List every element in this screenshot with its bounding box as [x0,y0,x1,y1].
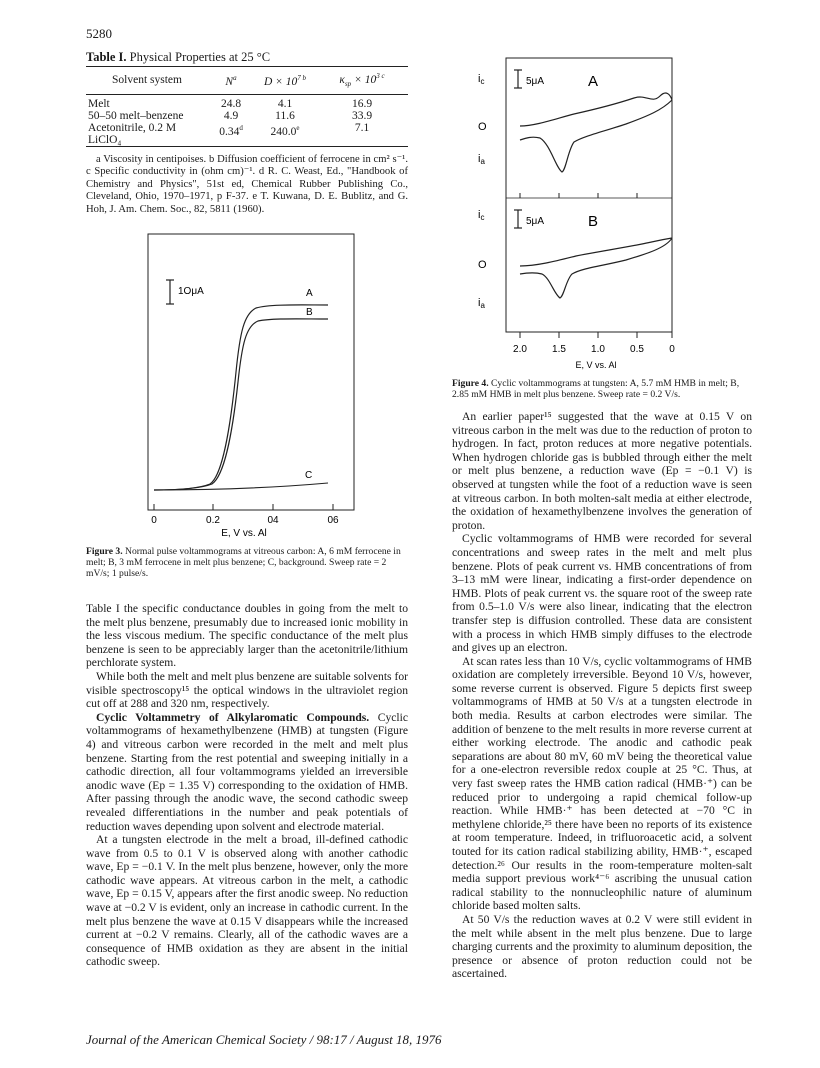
panel-divider-ticks [520,193,672,198]
figure-3-plot [140,232,362,540]
paragraph: An earlier paper¹⁵ suggested that the wave at 0.15 V on vitreous carbon in the melt was due to the reduction of proton to hydrogen. In fact, proton reduces at more negative potentials. When hydrogen chloride gas is bubbled through either the melt or melt plus benzene, a reduction wave (Ep = −0.1 V) is observed at tungsten while the foot of a reduction wave is seen at vitreous carbon. In both molten-salt media at either electrode, the oxidation of hexamethylbenzene involves the generation of proton. [452,410,752,532]
header-k: $\kappa_{sp} \times 10^{3 c}$ [339,72,385,89]
table-cell: 240.0e [270,123,300,138]
table-cell: 4.9 [223,109,239,122]
scale-label: 5μA [526,216,544,227]
table-label: Table I. [86,50,127,64]
figure-3-frame [148,234,354,510]
paragraph: Cyclic Voltammetry of Alkylaromatic Compounds. Cyclic voltammograms of hexamethylbenzene (HMB) at tungsten (Figure 4) and vitreous carbon were recorded in the melt and melt plus benzene. Starting from the rest potential and sweeping initially in a cathodic direction, all four voltammograms yielded an irreversible anodic wave (Ep = 1.35 V) corresponding to the oxidation of HMB. After passing through the anodic wave, the second cathodic sweep revealed differentiations in the number and peak potentials of reduction waves depending upon solvent and electrode material. [86,710,409,833]
panel-letter-b: B [588,213,599,230]
x-tick-label: 0.5 [630,344,644,355]
table-cell: 11.6 [275,109,295,122]
x-tick-label: 06 [327,515,339,526]
table-row [86,122,408,147]
panel-a-forward-sweep [520,93,672,126]
table-row [86,95,408,110]
zero-label: O [478,259,487,271]
paragraph: At scan rates less than 10 V/s, cyclic voltammograms of HMB oxidation are completely irreversible. Beyond 10 V/s, however, some reverse current is observed. Figure 5 depicts first sweep voltammograms of HMB at 50 V/s at a tungsten electrode in both media. Results at carbon electrodes were similar. The addition of benzene to the melt results in more reverse current at either working electrode. The anodic and cathodic peak separations are about 80 mV, 60 mV being the theoretical value for a one-electron reversible redox couple at 25 °C. Thus, at very fast sweep rates the HMB cation radical (HMB·⁺) can be reduced prior to undergoing a rapid chemical follow-up reaction. While HMB·⁺ has been detected at −70 °C in methylene chloride,²⁵ there have been no reports of its existence at room temperature. Indeed, in trifluoroacetic acid, a solvent touted for its cation radical stabilizing ability, HMB·⁺, escaped detection.²⁶ Our results in the room-temperature molten-salt media support previous work⁴⁻⁶ ascribing the unusual cation radical stability to the nonnucleophilic nature of aluminum chloride based molten salts. [452,654,752,913]
right-text-column [452,410,752,981]
paragraph: Cyclic voltammograms of HMB were recorded for several concentrations and sweep rates in the melt and melt plus benzene. Plots of peak current vs. HMB concentrations of from 3–13 mM were linear, indicating a first-order dependence on HMB. Plots of peak current vs. the square root of the sweep rate from 0.5–1.0 V/s were also linear, indicating that the electron transfer step is diffusion controlled. These data are consistent with a process in which HMB simply diffuses to the electrode and gives up an electron. [452,532,752,655]
figure-3-caption [86,546,408,579]
header-d: $D \times 10^{7 b}$ [263,74,307,88]
scale-bar [166,280,174,304]
zero-label: O [478,121,487,133]
curve-b [154,319,328,490]
ic-label: ic [478,209,485,222]
figure-4-plot [476,54,686,376]
table-caption: Physical Properties at 25 °C [129,50,271,64]
curve-a [154,305,328,490]
table-footnotes [86,154,408,216]
table-cell: 0.34$^d$ [219,123,243,138]
x-tick-label: 0 [151,515,157,526]
caption-label: Figure 3. [86,546,123,557]
paragraph: Table I the specific conductance doubles in going from the melt to the melt plus benzene, presumably due to increased ionic mobility in the less viscous medium. The specific conductance of the melt plus benzene is seen to be appreciably larger than the acetonitrile/lithium perchlorate system. [86,602,408,670]
x-tick-label: 1.5 [552,344,566,355]
figure-4-caption [452,378,752,400]
ic-label: ic [478,73,485,86]
x-tick-label: 2.0 [513,344,527,355]
table-title [86,50,270,65]
table-cell: Acetonitrile, 0.2 M LiClO₄ [88,121,177,146]
x-axis-ticks [520,332,672,338]
table-cell: 24.8 [220,97,242,110]
panel-letter-a: A [588,73,599,90]
x-tick-label: 0.2 [206,515,220,526]
caption-text: Cyclic voltammograms at tungsten: A, 5.7 mM HMB in melt; B, 2.85 mM HMB in melt plus benzene. Sweep rate = 0.2 V/s. [452,378,740,400]
scale-bar [514,70,522,88]
physical-properties-table [86,66,408,147]
table-cell: 7.1 [354,121,370,134]
caption-text: Normal pulse voltammograms at vitreous carbon: A, 6 mM ferrocene in melt; B, 3 mM ferrocene in melt plus benzene; C, background. Sweep rate = 2 mV/s; 1 pulse/s. [86,546,401,579]
panel-a-return-sweep [520,100,672,172]
x-axis-ticks [154,504,333,510]
page-number: 5280 [86,26,112,41]
scale-label: 1OμA [178,286,204,297]
header-solvent: Solvent system [112,74,182,87]
table-cell: 4.1 [277,97,293,110]
journal-footer: Journal of the American Chemical Society / 98:17 / August 18, 1976 [86,1032,442,1047]
table-row [86,110,408,122]
ia-label: ia [478,297,485,310]
paragraph: At 50 V/s the reduction waves at 0.2 V were still evident in the melt while absent in the melt plus benzene. Due to large charging currents and the proximity to aluminum deposition, the presence or absence of proton reduction could not be ascertained. [452,912,752,981]
scale-bar [514,210,522,228]
curve-label-c: C [305,470,313,481]
paragraph: At a tungsten electrode in the melt a broad, ill-defined cathodic wave from 0.5 to 0.1 V is observed along with another cathodic wave, Ep = −0.1 V. In the melt plus benzene, however, only the more cathodic wave appears. At vitreous carbon in the melt, a cathodic wave, Ep = 0.15 V, appears after the first anodic sweep. No reduction wave at −0.2 V is evident, only an increase in cathodic current. In the melt plus benzene the wave at 0.15 V disappears while the increased current at −0.2 V remains. Clearly, all of the cathodic waves are a consequence of HMB oxidation as they are absent in the initial cathodic sweep. [86,833,408,969]
x-axis-label: E, V vs. Al [221,528,267,539]
panel-b-return-sweep [520,238,672,298]
curve-label-b: B [306,307,313,318]
left-text-column [86,602,408,969]
curve-label-a: A [306,288,313,299]
caption-label: Figure 4. [452,378,489,389]
table-header-row [86,67,408,95]
table-cell: 50–50 melt–benzene [88,109,184,122]
x-axis-label: E, V vs. Al [575,360,617,370]
x-tick-label: 04 [267,515,279,526]
figure-4-frame [506,58,672,332]
table-cell: 16.9 [351,97,373,110]
ia-label: ia [478,153,485,166]
paragraph: While both the melt and melt plus benzene are suitable solvents for visible spectroscopy¹⁵ the optical windows in the ultraviolet region cut off at 288 and 320 nm, respectively. [86,669,408,711]
table-cell: Melt [88,97,110,110]
table-cell: 33.9 [351,109,373,122]
scale-label: 5μA [526,76,544,87]
header-n: $N^a$ [225,74,237,88]
x-tick-label: 0 [669,344,675,355]
section-heading: Cyclic Voltammetry of Alkylaromatic Compounds. [96,710,370,724]
x-tick-label: 1.0 [591,344,605,355]
footnote-text: a Viscosity in centipoises. b Diffusion coefficient of ferrocene in cm² s⁻¹. c Specific conductivity in (ohm cm)⁻¹. d R. C. Weast, Ed., "Handbook of Chemistry and Physics", 51st ed, Chemical Rubber Publishing Co., Cleveland, Ohio, 1970–1971, p F-37. e T. Kuwana, D. E. Bublitz, and G. Hoh, J. Am. Chem. Soc., 82, 5811 (1960). [86,154,408,215]
